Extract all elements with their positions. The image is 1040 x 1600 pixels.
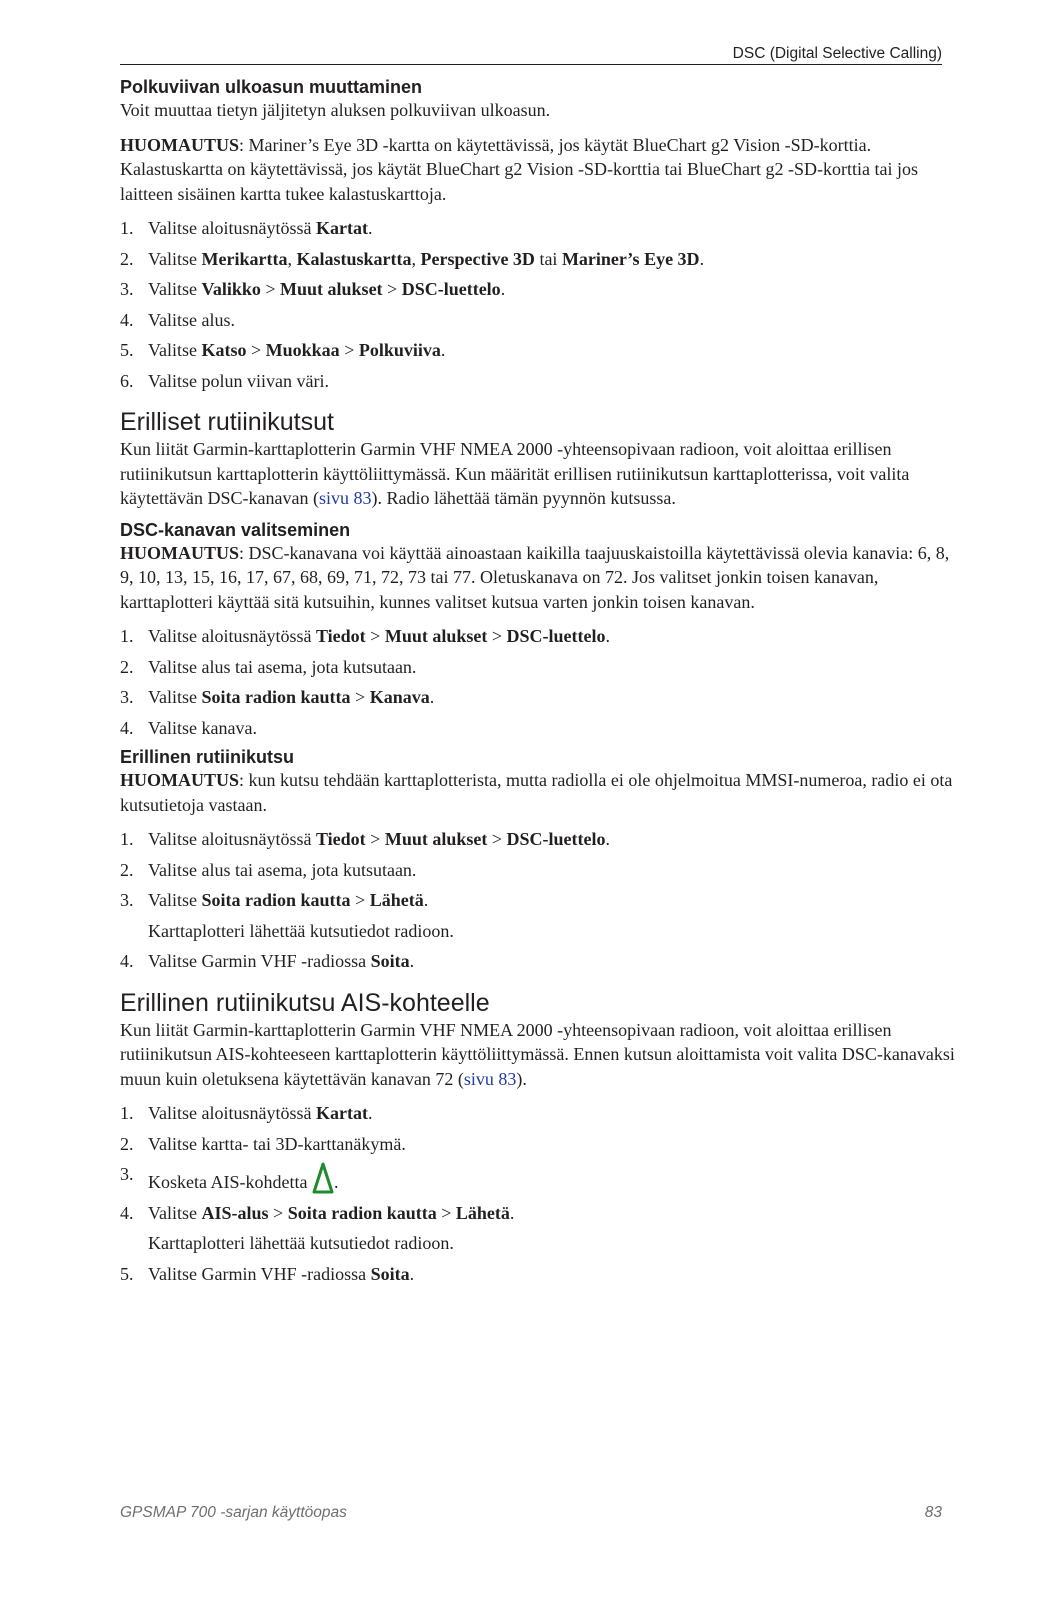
step-bold: Katso <box>201 340 247 360</box>
section-heading-track-line: Polkuviivan ulkoasun muuttaminen <box>120 77 423 97</box>
step-text: Valitse <box>148 890 202 910</box>
note-text: : kun kutsu tehdään karttaplotterista, mutta radiolla ei ole ohjelmoitua MMSI-numeroa, radio ei ota kutsutietoja vastaan. <box>120 770 953 815</box>
step-number: 1. <box>120 1103 134 1123</box>
step-text: . <box>605 829 610 849</box>
step-text: > <box>268 1202 288 1223</box>
step-number: 1. <box>120 626 134 646</box>
step-number: 2. <box>120 656 134 677</box>
step-number: 3. <box>120 1164 134 1184</box>
list-item <box>120 716 960 741</box>
list-item <box>120 624 960 649</box>
note-label: HUOMAUTUS <box>120 770 240 790</box>
list-item <box>120 1162 960 1195</box>
step-bold: Kartat <box>315 1103 368 1123</box>
section-paragraph <box>120 1018 960 1092</box>
step-bold: Kartat <box>315 218 368 238</box>
step-number: 5. <box>120 340 134 360</box>
step-text: Valitse <box>148 687 202 707</box>
step-text: > <box>260 279 281 299</box>
step-number: 4. <box>120 717 134 738</box>
step-bold: Muut alukset <box>280 279 383 299</box>
step-text: Valitse kartta- tai 3D-karttanäkymä. <box>148 1133 406 1154</box>
step-number: 3. <box>120 687 134 707</box>
step-bold: Valikko <box>201 279 261 299</box>
step-bold: Kalastuskartta <box>296 248 412 269</box>
step-text: tai <box>534 248 562 269</box>
list-item <box>120 216 960 241</box>
step-bold: Muut alukset <box>384 626 488 646</box>
step-text: > <box>487 829 507 849</box>
step-result: Karttaplotteri lähettää kutsutiedot radioon. <box>148 1233 454 1253</box>
step-text: Valitse aloitusnäytössä <box>148 626 316 646</box>
section-heading-dsc-channel: DSC-kanavan valitseminen <box>120 519 351 540</box>
step-bold: Soita <box>370 951 410 971</box>
step-text: > <box>339 340 359 360</box>
step-text: Valitse aloitusnäytössä <box>148 829 316 849</box>
paragraph-text: ). Radio lähettää tämän pyynnön kutsussa. <box>371 488 676 508</box>
step-number: 3. <box>120 279 134 299</box>
list-item <box>120 338 960 363</box>
list-item <box>120 277 960 302</box>
step-text: . <box>509 1202 515 1223</box>
step-bold: DSC-luettelo <box>401 279 501 299</box>
step-number: 3. <box>120 890 134 910</box>
step-bold: Muokkaa <box>265 340 340 360</box>
step-text: Kosketa AIS-kohdetta <box>148 1172 312 1192</box>
step-bold: DSC-luettelo <box>506 626 606 646</box>
list-item <box>120 685 960 710</box>
step-number: 5. <box>120 1263 134 1284</box>
ais-target-triangle-icon <box>312 1162 334 1194</box>
step-text: Valitse aloitusnäytössä <box>148 1103 316 1123</box>
list-item <box>120 369 960 394</box>
step-number: 2. <box>120 1133 134 1154</box>
step-bold: Muut alukset <box>384 829 488 849</box>
steps-list <box>120 216 960 393</box>
step-bold: Soita radion kautta <box>201 687 351 707</box>
list-item <box>120 1262 960 1287</box>
page-link[interactable]: sivu 83 <box>318 488 372 508</box>
page-number: 83 <box>924 1504 942 1521</box>
step-bold: Merikartta <box>201 248 288 269</box>
header-title: DSC (Digital Selective Calling) <box>732 45 942 62</box>
step-text: Valitse Garmin VHF -radiossa <box>148 951 371 971</box>
step-bold: Soita <box>370 1263 410 1284</box>
step-text: > <box>436 1202 456 1223</box>
step-text: . <box>333 1172 339 1192</box>
step-bold: Mariner’s Eye 3D <box>561 248 700 269</box>
step-bold: Lähetä <box>369 890 424 910</box>
step-text: Valitse alus tai asema, jota kutsutaan. <box>148 859 417 880</box>
step-number: 2. <box>120 248 134 269</box>
step-bold: Polkuviiva <box>358 340 441 360</box>
list-item <box>120 858 960 883</box>
list-item <box>120 655 960 680</box>
note-paragraph <box>120 133 960 207</box>
page-content <box>120 76 960 1292</box>
step-text: > <box>365 626 385 646</box>
step-text: Valitse <box>148 248 202 269</box>
note-paragraph <box>120 541 960 615</box>
step-text: . <box>423 890 429 910</box>
step-number: 1. <box>120 218 134 238</box>
step-text: Valitse Garmin VHF -radiossa <box>148 1263 371 1284</box>
step-text: Valitse <box>148 340 202 360</box>
list-item <box>120 247 960 272</box>
step-text: . <box>500 279 506 299</box>
step-bold: Tiedot <box>315 626 366 646</box>
step-text: Valitse alus tai asema, jota kutsutaan. <box>148 656 417 677</box>
step-number: 1. <box>120 829 134 849</box>
step-text: > <box>487 626 507 646</box>
step-number: 6. <box>120 370 134 391</box>
step-bold: DSC-luettelo <box>506 829 606 849</box>
list-item <box>120 1101 960 1126</box>
paragraph-text: ). <box>516 1068 527 1089</box>
step-text: . <box>429 687 435 707</box>
section-paragraph <box>120 437 960 511</box>
note-text: : DSC-kanavana voi käyttää ainoastaan kaikilla taajuuskaistoilla käytettävissä olevia kanavia: 6, 8, 9, 10, 13, 15, 16, 17, 67, 68, 69, 71, 72, 73 tai 77. Oletuskanava on 72. Jos valitset jonkin toisen kanavan, karttaplotteri käyttää sitä kutsuihin, kunnes valitset kutsua varten jonkin toisen kanavan. <box>120 542 950 612</box>
step-text: Valitse alus. <box>148 309 235 330</box>
step-number: 4. <box>120 1202 134 1223</box>
manual-title: GPSMAP 700 -sarjan käyttöopas <box>120 1504 347 1521</box>
step-text: . <box>409 1263 415 1284</box>
step-bold: Perspective 3D <box>420 248 535 269</box>
step-text: > <box>350 890 370 910</box>
section-intro: Voit muuttaa tietyn jäljitetyn aluksen polkuviivan ulkoasun. <box>120 100 551 120</box>
list-item <box>120 888 960 943</box>
step-text: . <box>699 248 705 269</box>
step-bold: Tiedot <box>315 829 366 849</box>
steps-list <box>120 827 960 974</box>
list-item <box>120 1201 960 1256</box>
step-number: 2. <box>120 859 134 880</box>
list-item <box>120 827 960 852</box>
step-text: . <box>367 1103 373 1123</box>
section-heading-separate-call: Erillinen rutiinikutsu <box>120 747 295 767</box>
step-bold: Soita radion kautta <box>201 890 351 910</box>
step-bold: Lähetä <box>455 1202 510 1223</box>
step-text: Valitse kanava. <box>148 717 257 738</box>
step-number: 4. <box>120 309 134 330</box>
step-text: Valitse polun viivan väri. <box>148 370 329 391</box>
note-paragraph <box>120 768 960 817</box>
step-text: . <box>605 626 610 646</box>
step-text: . <box>409 951 415 971</box>
page-link[interactable]: sivu 83 <box>463 1068 517 1089</box>
step-text: > <box>246 340 266 360</box>
step-text: > <box>365 829 385 849</box>
step-text: . <box>367 218 373 238</box>
step-text: > <box>382 279 402 299</box>
step-text: Valitse <box>148 279 202 299</box>
step-text: Valitse <box>148 1202 202 1223</box>
step-result: Karttaplotteri lähettää kutsutiedot radioon. <box>148 920 454 941</box>
list-item <box>120 308 960 333</box>
note-label: HUOMAUTUS <box>120 134 240 155</box>
step-text: > <box>350 687 370 707</box>
page-footer <box>120 1504 942 1526</box>
step-bold: AIS-alus <box>201 1202 269 1223</box>
paragraph-text: Kun liität Garmin-karttaplotterin Garmin VHF NMEA 2000 -yhteensopivaan radioon, voit aloittaa erillisen rutiinikutsun AIS-kohteeseen karttaplotterin käyttöliittymässä. Ennen kutsun aloittamista voit valita DSC-kanavaksi muun kuin oletuksena käytettävän kanavan 72 ( <box>120 1019 955 1089</box>
step-text: , <box>287 248 297 269</box>
step-bold: Soita radion kautta <box>287 1202 437 1223</box>
note-text: : Mariner’s Eye 3D -kartta on käytettävissä, jos käytät BlueChart g2 Vision -SD-korttia. Kalastuskartta on käytettävissä, jos käytät BlueChart g2 Vision -SD-korttia tai BlueChart g2 -SD-korttia tai jos laitteen sisäinen kartta tukee kalastuskarttoja. <box>120 134 918 204</box>
step-text: Valitse aloitusnäytössä <box>148 218 316 238</box>
steps-list <box>120 624 960 740</box>
running-header <box>120 44 942 65</box>
step-bold: Kanava <box>369 687 430 707</box>
list-item <box>120 1132 960 1157</box>
section-heading-separate-calls: Erilliset rutiinikutsut <box>120 408 334 436</box>
step-text: , <box>411 248 421 269</box>
note-label: HUOMAUTUS <box>120 542 240 563</box>
section-heading-ais-call: Erillinen rutiinikutsu AIS-kohteelle <box>120 988 490 1017</box>
step-text: . <box>440 340 446 360</box>
step-number: 4. <box>120 951 134 971</box>
steps-list <box>120 1101 960 1286</box>
list-item <box>120 949 960 974</box>
paragraph-text: Kun liität Garmin-karttaplotterin Garmin VHF NMEA 2000 -yhteensopivaan radioon, voit aloittaa erillisen rutiinikutsun karttaplotterin käyttöliittymässä. Kun määrität erillisen rutiinikutsun karttaplotterissa, voit valita käytettävän DSC-kanavan ( <box>120 439 910 508</box>
